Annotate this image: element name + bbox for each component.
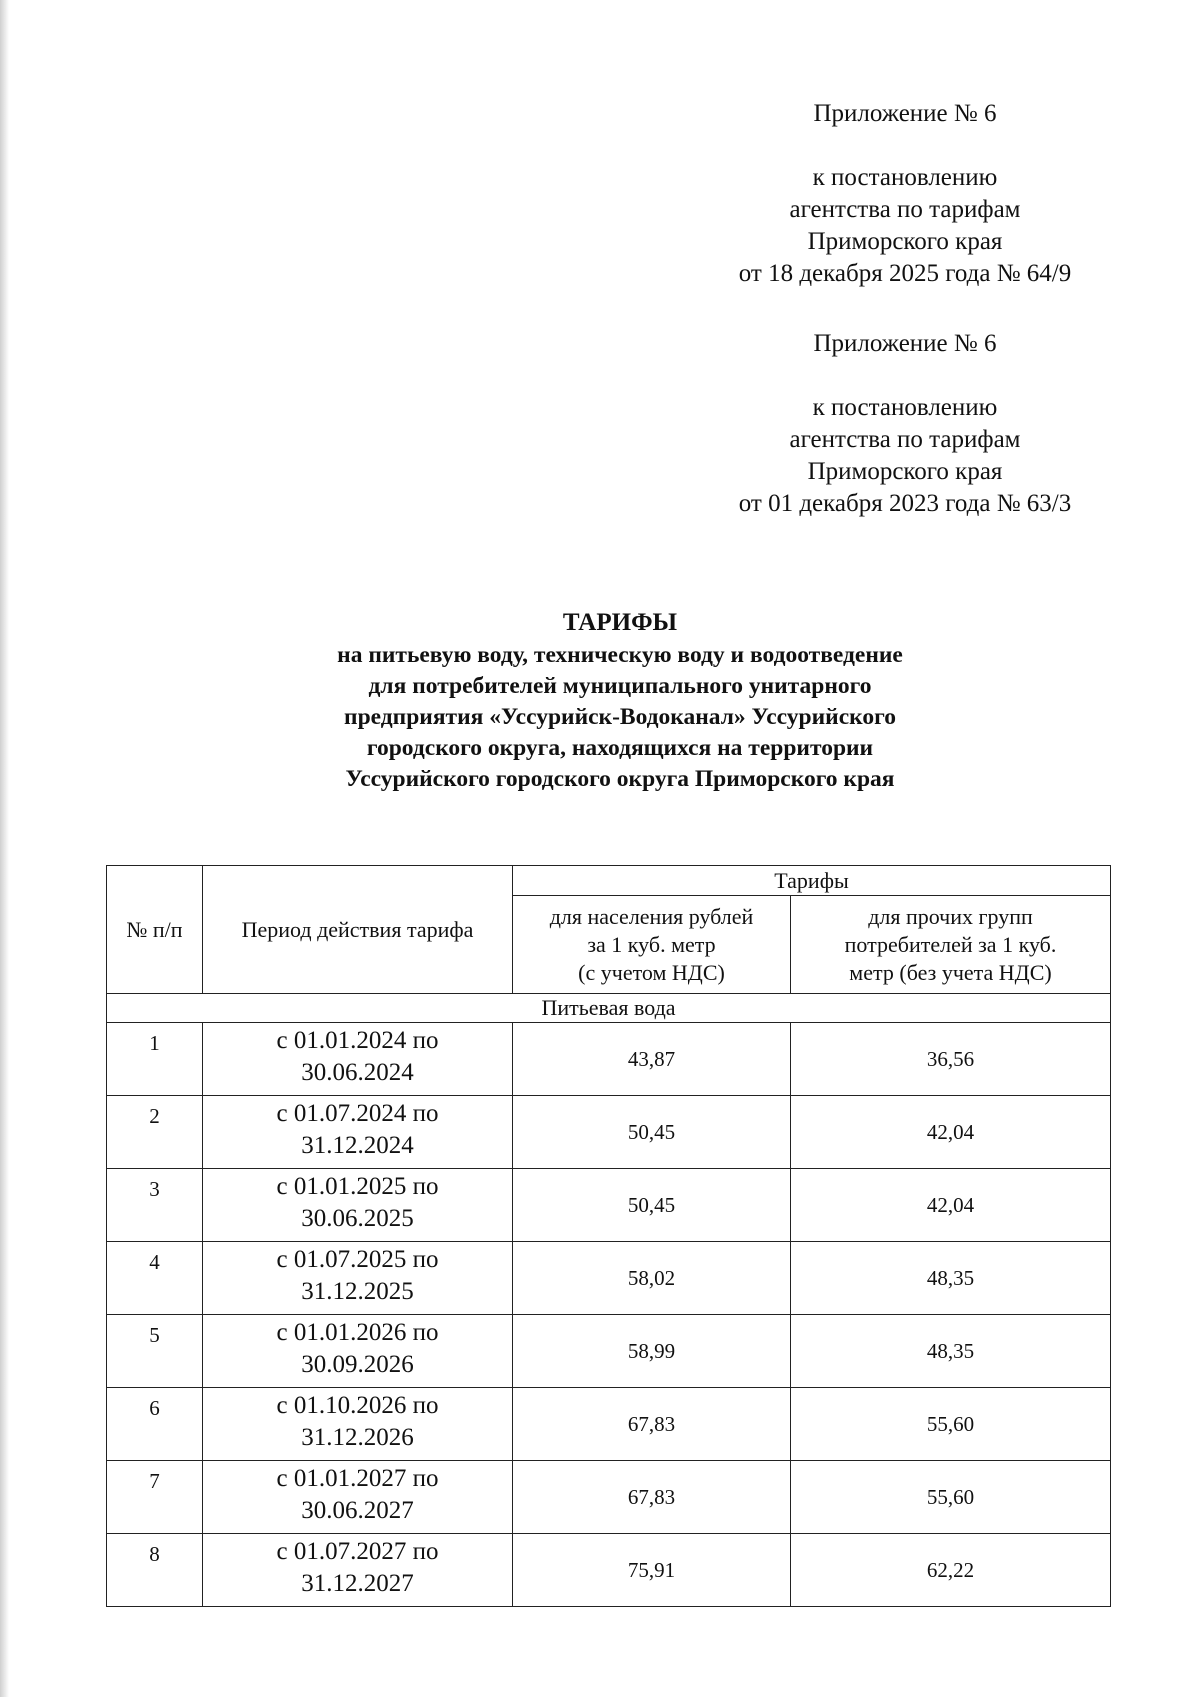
row-num: 7 <box>107 1461 203 1534</box>
appendix-line: к постановлению <box>812 394 998 421</box>
title-line: для потребителей муниципального унитарного <box>368 673 872 699</box>
row-other-tariff: 36,56 <box>791 1023 1111 1096</box>
title-line: Уссурийского городского округа Приморского края <box>345 766 895 792</box>
row-num: 6 <box>107 1388 203 1461</box>
row-population-tariff: 67,83 <box>513 1388 791 1461</box>
row-other-tariff: 48,35 <box>791 1315 1111 1388</box>
period-from: с 01.01.2024 по <box>276 1027 439 1054</box>
row-other-tariff: 55,60 <box>791 1461 1111 1534</box>
header-num: № п/п <box>107 866 203 994</box>
period-from: с 01.01.2027 по <box>276 1465 439 1492</box>
appendix-line: агентства по тарифам <box>789 426 1021 453</box>
tariffs-table <box>106 865 1111 1607</box>
section-row <box>107 994 1111 1023</box>
row-period <box>203 1023 513 1096</box>
row-other-tariff: 55,60 <box>791 1388 1111 1461</box>
appendix-block-current <box>655 98 1155 290</box>
period-to: 31.12.2024 <box>301 1132 414 1159</box>
period-to: 31.12.2026 <box>301 1424 414 1451</box>
title-line: на питьевую воду, техническую воду и водоотведение <box>337 642 903 668</box>
period-from: с 01.10.2026 по <box>276 1392 439 1419</box>
row-period <box>203 1388 513 1461</box>
row-population-tariff: 67,83 <box>513 1461 791 1534</box>
row-period <box>203 1534 513 1607</box>
row-other-tariff: 42,04 <box>791 1169 1111 1242</box>
period-to: 30.09.2026 <box>301 1351 414 1378</box>
appendix-heading: Приложение № 6 <box>813 100 997 127</box>
title-line: городского округа, находящихся на территории <box>366 735 874 761</box>
row-other-tariff: 42,04 <box>791 1096 1111 1169</box>
row-num: 3 <box>107 1169 203 1242</box>
row-other-tariff: 62,22 <box>791 1534 1111 1607</box>
header-population-line: для населения рублей <box>549 903 754 929</box>
header-other-line: метр (без учета НДС) <box>849 959 1052 985</box>
table-row <box>107 1461 1111 1534</box>
row-period <box>203 1461 513 1534</box>
table-row <box>107 1388 1111 1461</box>
row-population-tariff: 50,45 <box>513 1096 791 1169</box>
table-row <box>107 1169 1111 1242</box>
appendix-line: Приморского края <box>807 228 1003 255</box>
row-population-tariff: 50,45 <box>513 1169 791 1242</box>
header-tariffs: Тарифы <box>513 866 1111 896</box>
row-num: 2 <box>107 1096 203 1169</box>
header-population-line: за 1 куб. метр <box>587 931 716 957</box>
period-from: с 01.07.2024 по <box>276 1100 439 1127</box>
row-num: 5 <box>107 1315 203 1388</box>
row-population-tariff: 58,99 <box>513 1315 791 1388</box>
period-to: 30.06.2024 <box>301 1059 414 1086</box>
header-other-line: потребителей за 1 куб. <box>844 931 1057 957</box>
appendix-block-original <box>655 328 1155 520</box>
header-period: Период действия тарифа <box>203 866 513 994</box>
appendix-line: к постановлению <box>812 164 998 191</box>
appendix-line: Приморского края <box>807 458 1003 485</box>
table-row <box>107 1096 1111 1169</box>
appendix-date-line: от 01 декабря 2023 года № 63/3 <box>738 490 1072 517</box>
appendix-line: агентства по тарифам <box>789 196 1021 223</box>
header-other <box>791 896 1111 994</box>
row-num: 1 <box>107 1023 203 1096</box>
appendix-date-line: от 18 декабря 2025 года № 64/9 <box>738 260 1072 287</box>
document-title-block <box>180 606 1060 795</box>
period-from: с 01.07.2025 по <box>276 1246 439 1273</box>
row-num: 4 <box>107 1242 203 1315</box>
appendix-heading: Приложение № 6 <box>813 330 997 357</box>
row-period <box>203 1096 513 1169</box>
row-num: 8 <box>107 1534 203 1607</box>
table-row <box>107 1534 1111 1607</box>
period-from: с 01.01.2026 по <box>276 1319 439 1346</box>
row-period <box>203 1169 513 1242</box>
scan-edge-shadow <box>0 0 9 1697</box>
table-row <box>107 1315 1111 1388</box>
period-to: 30.06.2025 <box>301 1205 414 1232</box>
row-population-tariff: 58,02 <box>513 1242 791 1315</box>
header-population-line: (с учетом НДС) <box>578 959 725 985</box>
row-population-tariff: 43,87 <box>513 1023 791 1096</box>
row-period <box>203 1242 513 1315</box>
table-row <box>107 1023 1111 1096</box>
section-drinking-water: Питьевая вода <box>107 994 1111 1023</box>
row-period <box>203 1315 513 1388</box>
period-from: с 01.07.2027 по <box>276 1538 439 1565</box>
header-other-line: для прочих групп <box>868 903 1033 929</box>
row-population-tariff: 75,91 <box>513 1534 791 1607</box>
row-other-tariff: 48,35 <box>791 1242 1111 1315</box>
period-from: с 01.01.2025 по <box>276 1173 439 1200</box>
period-to: 30.06.2027 <box>301 1497 414 1524</box>
period-to: 31.12.2025 <box>301 1278 414 1305</box>
title-line: предприятия «Уссурийск-Водоканал» Уссурийского <box>344 704 896 730</box>
document-title: ТАРИФЫ <box>562 609 678 636</box>
table-row <box>107 1242 1111 1315</box>
period-to: 31.12.2027 <box>301 1570 414 1597</box>
header-population <box>513 896 791 994</box>
